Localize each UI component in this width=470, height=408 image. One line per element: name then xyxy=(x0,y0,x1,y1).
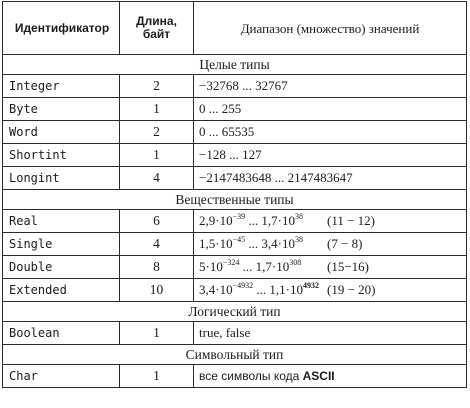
type-name: Longint xyxy=(3,167,120,190)
table-row xyxy=(3,167,467,190)
range-limits xyxy=(199,282,327,298)
range-separator: ... xyxy=(245,213,262,228)
type-name: Real xyxy=(3,210,120,233)
header-length-line2: байт xyxy=(142,27,171,41)
range-limits xyxy=(199,259,327,275)
max-exponent: 38 xyxy=(294,235,303,244)
table-row xyxy=(3,233,467,256)
min-mantissa: 3,4·10 xyxy=(199,282,233,297)
section-title-integer: Целые типы xyxy=(3,55,467,75)
table-row xyxy=(3,256,467,279)
table-row xyxy=(3,210,467,233)
significant-digits: (19 − 20) xyxy=(327,282,376,297)
max-exponent: 4932 xyxy=(302,281,319,290)
type-range: 0 ... 255 xyxy=(194,98,467,121)
table-row xyxy=(3,365,467,388)
max-mantissa: 1,7·10 xyxy=(261,213,295,228)
header-identifier: Идентификатор xyxy=(3,2,120,55)
range-ascii: ASCII xyxy=(302,369,335,383)
table-row xyxy=(3,279,467,302)
type-range xyxy=(194,279,467,302)
significant-digits: (7 − 8) xyxy=(327,236,363,251)
range-separator: ... xyxy=(245,236,262,251)
data-types-table xyxy=(2,1,467,388)
header-row xyxy=(3,2,467,55)
range-limits xyxy=(199,236,327,252)
max-exponent: 308 xyxy=(289,258,302,267)
min-exponent: −39 xyxy=(232,212,246,221)
table-row xyxy=(3,75,467,98)
section-row-integer xyxy=(3,55,467,75)
section-title-logical: Логический тип xyxy=(3,302,467,322)
max-exponent: 38 xyxy=(294,212,303,221)
significant-digits: (11 − 12) xyxy=(327,213,376,228)
type-length: 8 xyxy=(120,256,194,279)
type-name: Integer xyxy=(3,75,120,98)
min-exponent: −324 xyxy=(222,258,240,267)
section-row-real xyxy=(3,190,467,210)
min-mantissa: 5·10 xyxy=(199,259,223,274)
max-mantissa: 3,4·10 xyxy=(261,236,295,251)
section-title-real: Вещественные типы xyxy=(3,190,467,210)
max-mantissa: 1,1·10 xyxy=(269,282,303,297)
section-title-char: Символьный тип xyxy=(3,345,467,365)
type-name: Byte xyxy=(3,98,120,121)
section-row-logical xyxy=(3,302,467,322)
min-mantissa: 2,9·10 xyxy=(199,213,233,228)
type-range: −32768 ... 32767 xyxy=(194,75,467,98)
type-range: 0 ... 65535 xyxy=(194,121,467,144)
significant-digits: (15−16) xyxy=(327,259,369,274)
type-name: Double xyxy=(3,256,120,279)
type-length: 1 xyxy=(120,365,194,388)
type-name: Boolean xyxy=(3,322,120,345)
table-row xyxy=(3,121,467,144)
type-name: Word xyxy=(3,121,120,144)
table-row xyxy=(3,144,467,167)
type-length: 6 xyxy=(120,210,194,233)
table-row xyxy=(3,322,467,345)
type-range xyxy=(194,256,467,279)
type-range xyxy=(194,365,467,388)
min-mantissa: 1,5·10 xyxy=(199,236,233,251)
type-length: 4 xyxy=(120,167,194,190)
header-length xyxy=(120,2,194,55)
type-length: 1 xyxy=(120,98,194,121)
min-exponent: −4932 xyxy=(232,281,254,290)
type-range xyxy=(194,233,467,256)
header-length-line1: Длина, xyxy=(136,14,177,28)
type-name: Single xyxy=(3,233,120,256)
section-row-char xyxy=(3,345,467,365)
type-length: 1 xyxy=(120,322,194,345)
max-mantissa: 1,7·10 xyxy=(255,259,290,274)
type-range: −128 ... 127 xyxy=(194,144,467,167)
range-limits xyxy=(199,213,327,229)
type-length: 10 xyxy=(120,279,194,302)
type-length: 4 xyxy=(120,233,194,256)
min-exponent: −45 xyxy=(232,235,246,244)
table-row xyxy=(3,98,467,121)
header-range: Диапазон (множество) значений xyxy=(194,2,467,55)
type-range: true, false xyxy=(194,322,467,345)
type-name: Char xyxy=(3,365,120,388)
type-name: Shortint xyxy=(3,144,120,167)
range-separator: ... xyxy=(239,259,256,274)
type-length: 2 xyxy=(120,75,194,98)
range-separator: ... xyxy=(253,282,270,297)
type-name: Extended xyxy=(3,279,120,302)
type-length: 2 xyxy=(120,121,194,144)
type-length: 1 xyxy=(120,144,194,167)
range-prefix: все символы кода xyxy=(199,369,303,383)
type-range: −2147483648 ... 2147483647 xyxy=(194,167,467,190)
type-range xyxy=(194,210,467,233)
